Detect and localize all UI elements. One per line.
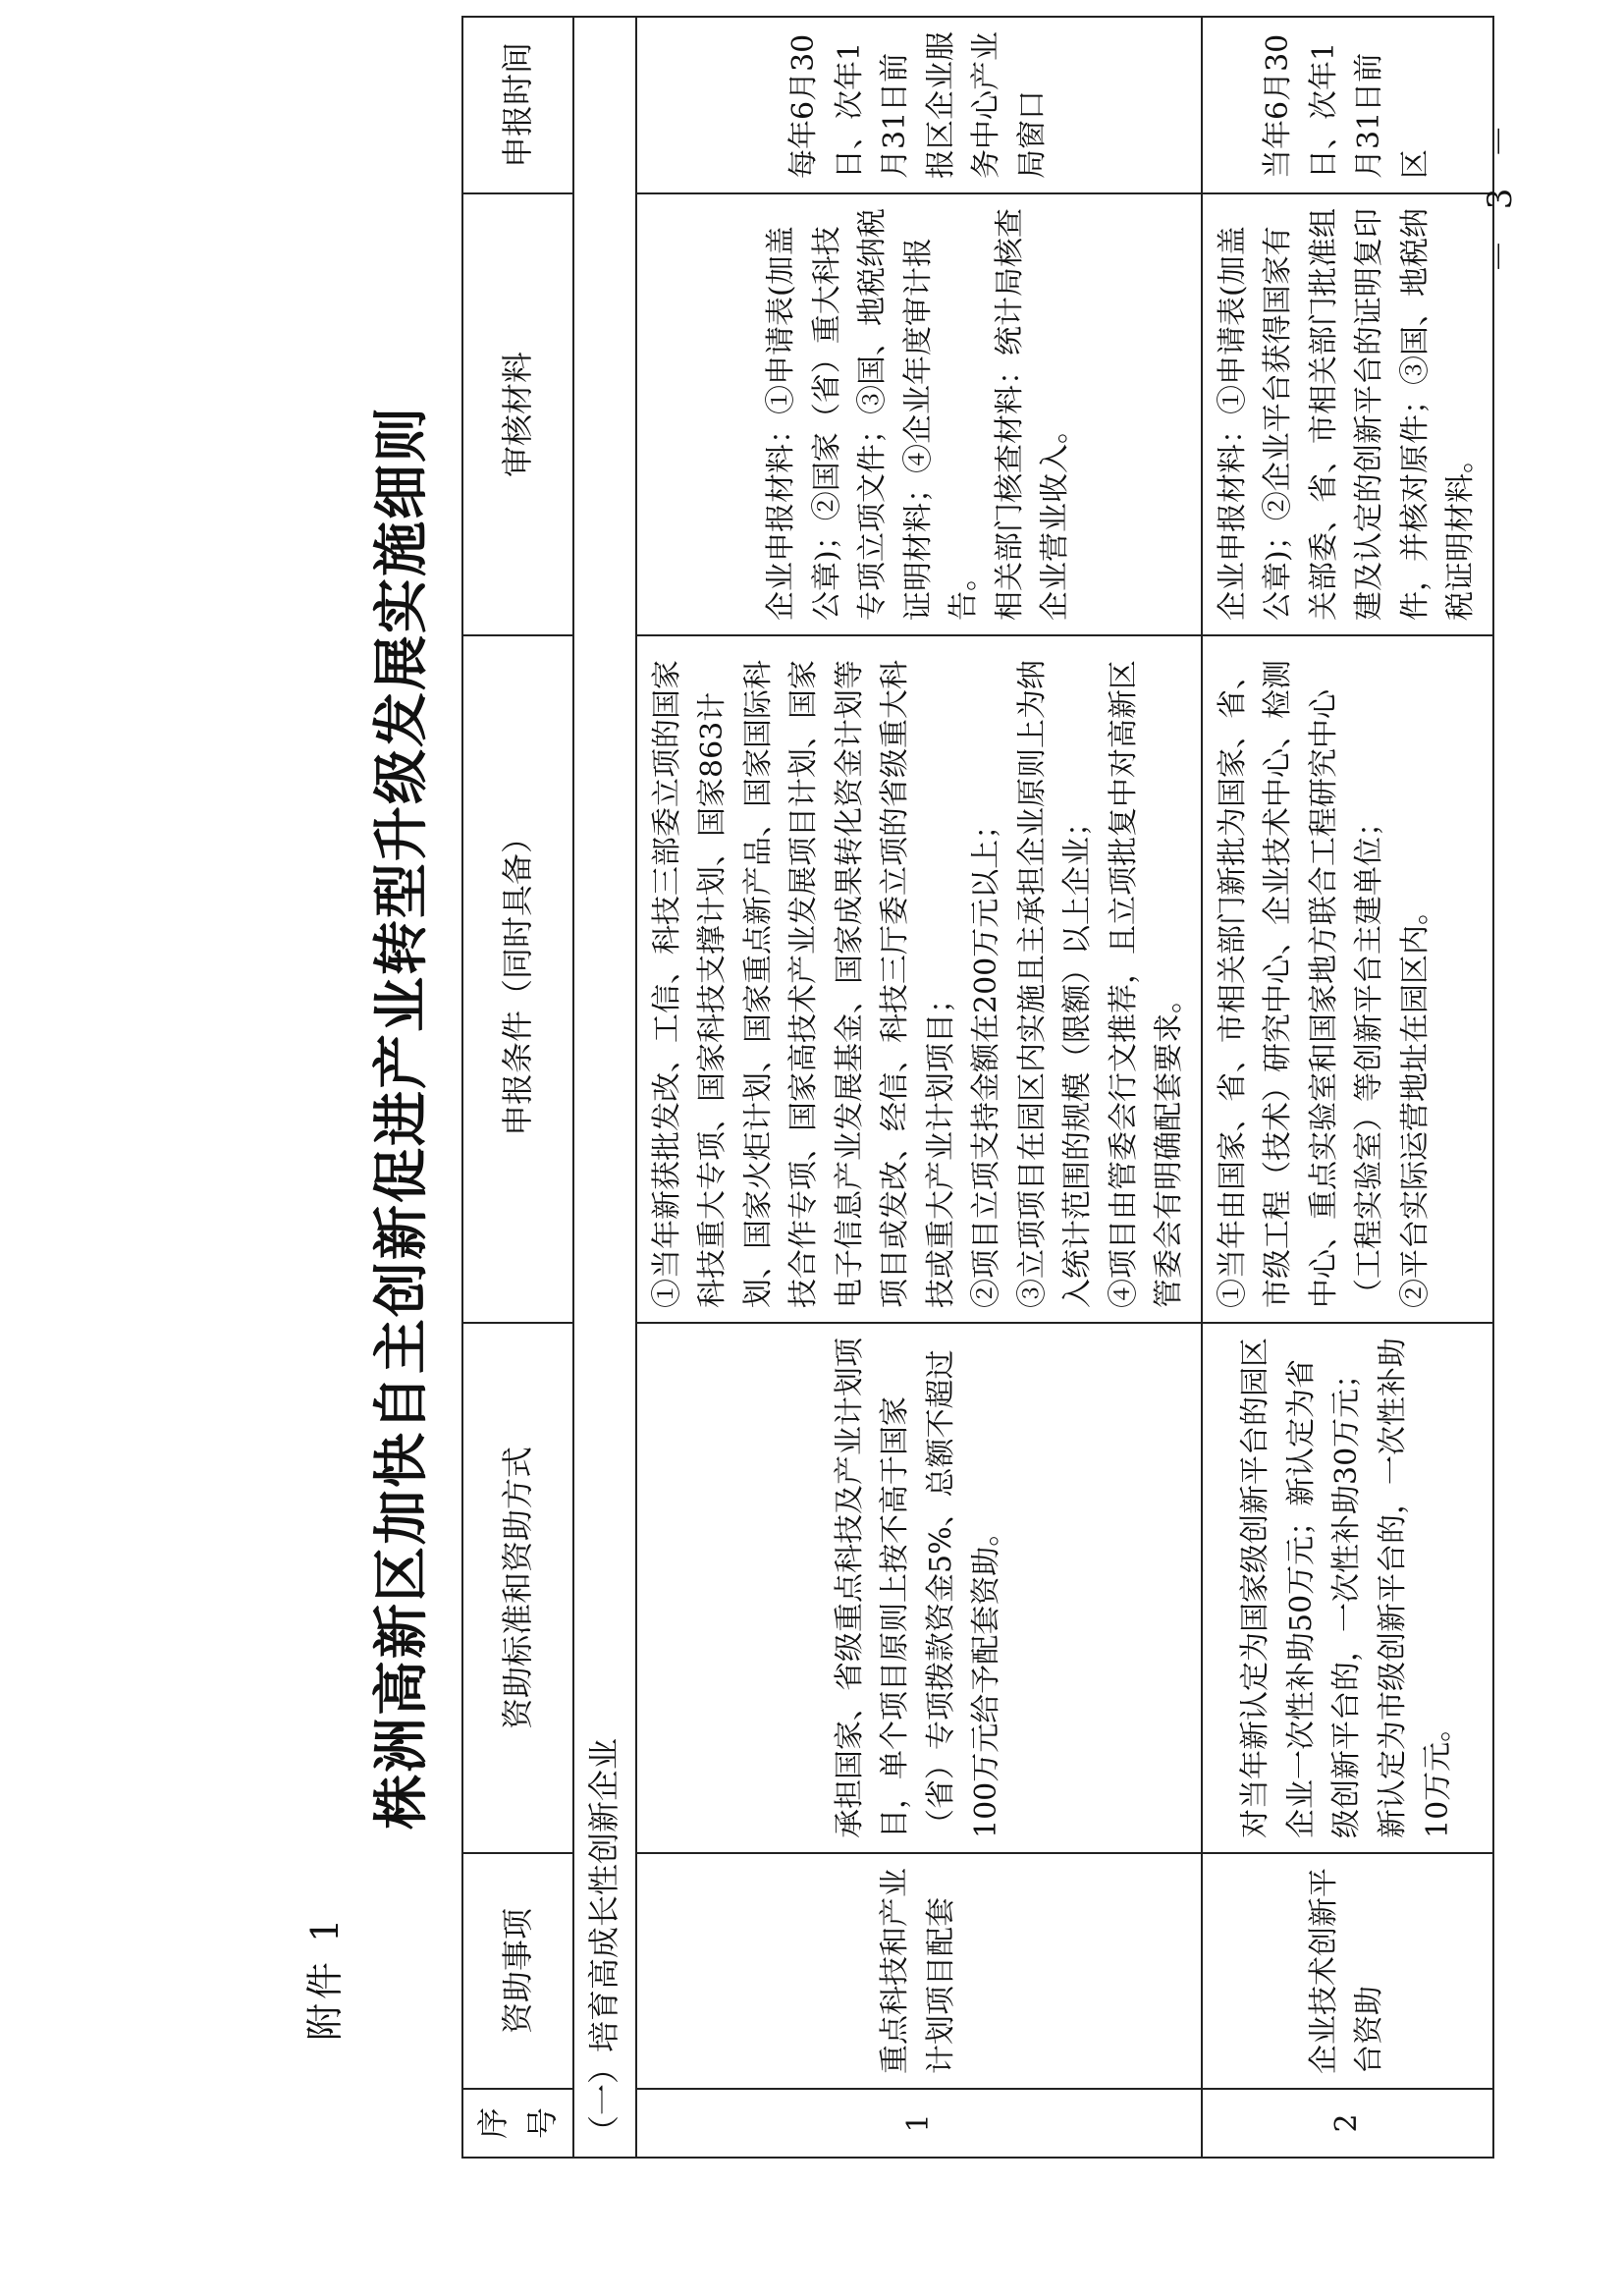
header-standard: 资助标准和资助方式 (462, 1323, 573, 1853)
row-item: 重点科技和产业计划项目配套 (636, 1853, 1202, 2089)
row-standard: 对当年新认定为国家级创新平台的园区企业一次性补助50万元；新认定为省级创新平台的，一次性补助30万元；新认定为市级创新平台的，一次性补助10万元。 (1202, 1323, 1493, 1853)
row-standard: 承担国家、省级重点科技及产业计划项目，单个项目原则上按不高于国家（省）专项拨款资金5%、总额不超过100万元给予配套资助。 (636, 1323, 1202, 1853)
row-no: 1 (636, 2089, 1202, 2158)
material-item: 企业申报材料：①申请表(加盖公章)；②企业平台获得国家有关部委、省、市相关部门批准组建及认定的创新平台的证明复印件，并核对原件；③国、地税纳税证明材料。 (1215, 208, 1479, 621)
condition-item: ②平台实际运营地址在园区内。 (1397, 896, 1433, 1308)
header-row (462, 17, 573, 2158)
header-no: 序号 (462, 2089, 573, 2158)
table-row (1202, 17, 1493, 2158)
document-title: 株洲高新区加快自主创新促进产业转型升级发展实施细则 (370, 406, 434, 1830)
annex-label: 附件 1 (303, 1914, 347, 2041)
row-materials (636, 193, 1202, 635)
condition-item: ①当年由国家、省、市相关部门新批为国家、省、市级工程（技术）研究中心、企业技术中心、检测中心、重点实验室和国家地方联合工程研究中心（工程实验室）等创新平台主建单位； (1215, 660, 1387, 1308)
row-time: 每年6月30日、次年1月31日前报区企业服务中心产业局窗口 (636, 17, 1202, 193)
section-title: （一）培育高成长性创新企业 (573, 17, 636, 2158)
row-no: 2 (1202, 2089, 1493, 2158)
header-time: 申报时间 (462, 17, 573, 193)
funding-table (461, 16, 1494, 2159)
page-number: － 3 － (1481, 114, 1520, 273)
row-conditions (1202, 635, 1493, 1323)
condition-item: ④项目由管委会行文推荐，且立项批复中对高新区管委会有明确配套要求。 (1106, 660, 1187, 1308)
row-conditions (636, 635, 1202, 1323)
header-conditions: 申报条件（同时具备） (462, 635, 573, 1323)
section-row (573, 17, 636, 2158)
row-materials (1202, 193, 1493, 635)
condition-item: ②项目立项支持金额在200万元以上； (969, 809, 1004, 1308)
row-time: 当年6月30日、次年1月31日前区 (1202, 17, 1493, 193)
material-item: 相关部门核查材料：统计局核查企业营业收入。 (992, 208, 1073, 621)
header-item: 资助事项 (462, 1853, 573, 2089)
table-row (636, 17, 1202, 2158)
material-item: 企业申报材料：①申请表(加盖公章)；②国家（省）重大科技专项立项文件；③国、地税纳税证明材料；④企业年度审计报告。 (764, 208, 982, 621)
row-item: 企业技术创新平台资助 (1202, 1853, 1493, 2089)
condition-item: ③立项项目在园区内实施且主承担企业原则上为纳入统计范围的规模（限额）以上企业； (1014, 660, 1096, 1308)
condition-item: ①当年新获批发改、工信、科技三部委立项的国家科技重大专项、国家科技支撑计划、国家863计划、国家火炬计划、国家重点新产品、国家国际科技合作专项、国家高技术产业发展项目计划、国家电子信息产业发展基金、国家成果转化资金计划等项目或发改、经信、科技三厅委立项的省级重大科技或重大产业计划项目； (649, 660, 958, 1308)
header-materials: 审核材料 (462, 193, 573, 635)
